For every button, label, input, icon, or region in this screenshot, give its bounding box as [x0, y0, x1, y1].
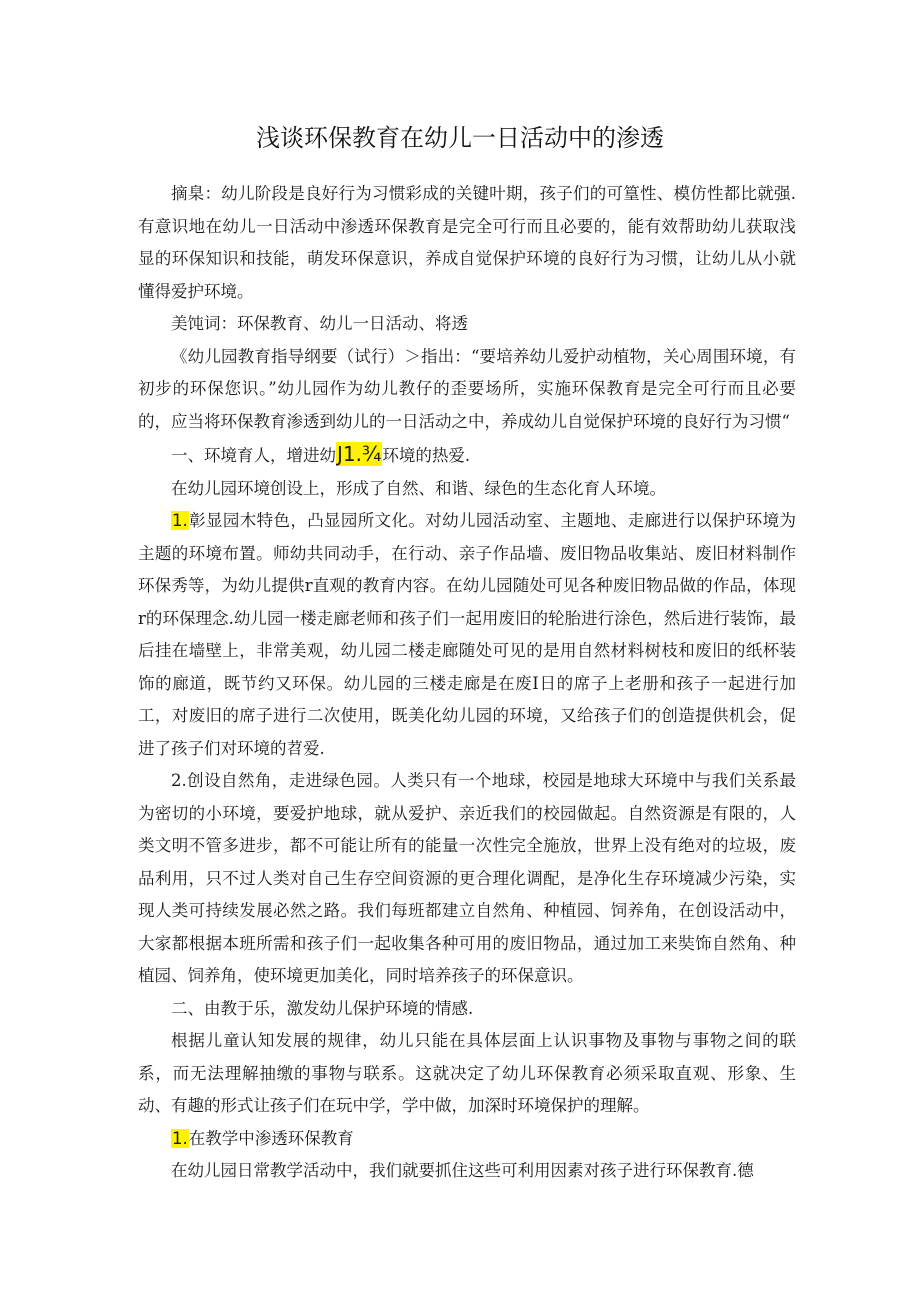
item3-paragraph: [138, 1123, 796, 1156]
item1-text: 彰显园木特色，凸显园所文化。对幼儿园活动室、主题地、走廊进行以保护环境为主题的环境布置。师幼共同动手，在行动、亲子作品墙、废旧物品收集站、废旧材料制作环保秀等，为幼儿提供r直观的教育内容。在幼儿园随处可见各种废旧物品做的作品，体现r的环保理念.幼儿园一楼走廊老师和孩子们一起用废旧的轮胎进行涂色，然后进行装饰，最后挂在墙壁上，非常美观，幼儿园二楼走廊随处可见的是用自然材料树枝和废旧的纸杯装饰的廊道，既节约又环保。幼儿园的三楼走廊是在废I日的席子上老册和孩子一起进行加工，对废旧的席子进行二次使用，既美化幼儿园的环境，又给孩子们的创造提供机会，促进了孩子们对环境的苕爱.: [138, 511, 796, 758]
document-body: [138, 178, 796, 1188]
item3-text: 在教学中渗透环保教育: [188, 1128, 354, 1148]
last-paragraph: 在幼儿园日常教学活动中，我们就要抓住这些可利用因素对孩子进行环保教育.德: [171, 1161, 754, 1180]
page-title: 浅谈环保教育在幼儿一日活动中的渗透: [256, 124, 664, 152]
section-heading-2: 二、由教于乐，激发幼儿保护环境的情感.: [171, 998, 474, 1018]
item2-paragraph: 2.创设自然角，走进绿色园。人类只有一个地球，校园是地球大环境中与我们关系最为密切的小环境，要爱护地球，就从爱护、亲近我们的校园做起。自然资源是有限的，人类文明不管多进步，都不可能让所有的能量一次性完全施放，世界上没有绝对的垃圾，废品利用，只不过人类对自己生存空间资源的更合理化调配，是净化生存环境减少污染，实现人类可持续发展必然之路。我们每班都建立自然角、种植园、饲养角，在创设活动中，大家都根据本班所需和孩子们一起收集各种可用的废旧物品，通过加工来奘饰自然角、种植园、饲养角，使环境更加美化，同时培养孩子的环保意识。: [138, 771, 796, 985]
section1-suffix: 环境的热爱.: [382, 446, 471, 465]
keywords-paragraph: 美饨词：环保教育、幼儿一日活动、将透: [171, 314, 468, 333]
item3-marker: 1.: [172, 1128, 188, 1148]
section-heading-1: [138, 438, 796, 473]
intro-paragraph: 《幼儿园教育指导纲要（试行）＞指出：“要培养幼儿爱护动植物，关心周围环境，有初步的环保您识。”幼儿园作为幼儿教仔的歪要场所，实施环保教育是完全可行而且必要的，应当将环保教育渗透到幼儿的一日活动之中，养成幼儿自觉保护环境的良好行为习惯“: [138, 346, 796, 431]
item1-marker: 1.: [172, 511, 188, 530]
abstract-paragraph: 摘臬：幼儿阶段是良好行为习惯彩成的关键叶期，孩子们的可篁性、模仿性都比就强.有意识地在幼儿一日活动中渗透环保教育是完全可行而且必要的，能有效帮助幼儿获取浅显的环保知识和技能，萌发环保意识，养成自觉保护环境的良好行为习惯，让幼儿从小就懂得爱护环境。: [138, 184, 796, 301]
section1-prefix: 一、环境育人，增进幼: [171, 446, 336, 465]
section1-paragraph: 在幼儿园环境创设上，形成了自然、和谐、绿色的生态化育人环境。: [171, 478, 666, 498]
highlighted-text: J1.¾: [337, 442, 382, 466]
section2-paragraph: 根据儿童认知发展的规律，幼儿只能在具体层面上认识事物及事物与事物之间的联系，而无法理解抽缴的事物与联系。这就决定了幼儿环保教育必须采取直观、形象、生动、有趣的形式让孩子们在玩中学，学中做，加深时环境保护的理解。: [138, 1031, 796, 1115]
item1-paragraph: [138, 505, 796, 765]
